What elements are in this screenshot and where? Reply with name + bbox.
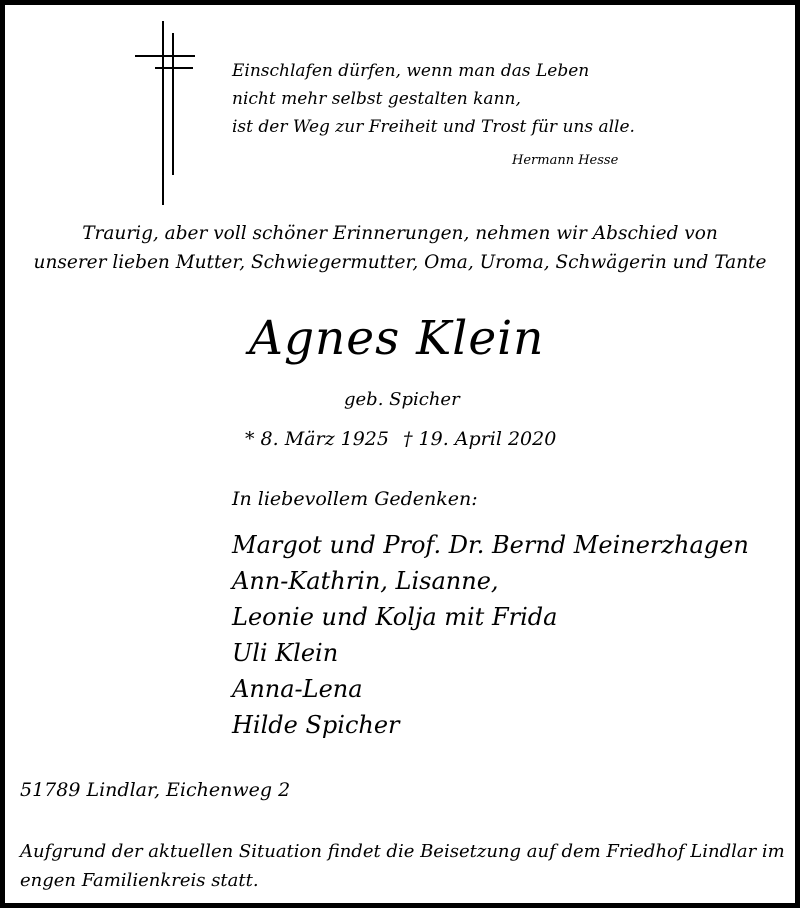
mourner-line: Ann-Kathrin, Lisanne, bbox=[232, 567, 499, 595]
quote-line-1: Einschlafen dürfen, wenn man das Leben bbox=[232, 61, 590, 81]
mourner-line: Leonie und Kolja mit Frida bbox=[232, 603, 558, 631]
birth-name: geb. Spicher bbox=[344, 389, 460, 410]
quote-line-3: ist der Weg zur Freiheit und Trost für uns alle. bbox=[232, 117, 635, 137]
notice-line-1: Aufgrund der aktuellen Situation findet die Beisetzung auf dem Friedhof Lindlar im bbox=[20, 841, 785, 862]
quote-line-2: nicht mehr selbst gestalten kann, bbox=[232, 89, 521, 109]
mourner-line: Uli Klein bbox=[232, 639, 339, 667]
death-date: † 19. April 2020 bbox=[403, 428, 557, 450]
mourner-line: Margot und Prof. Dr. Bernd Meinerzhagen bbox=[232, 531, 749, 559]
birth-date: * 8. März 1925 bbox=[245, 428, 389, 450]
mourner-line: Anna-Lena bbox=[232, 675, 363, 703]
intro-line-2: unserer lieben Mutter, Schwiegermutter, Oma, Uroma, Schwägerin und Tante bbox=[33, 252, 767, 273]
quote-author: Hermann Hesse bbox=[512, 153, 619, 168]
memorial-heading: In liebevollem Gedenken: bbox=[232, 488, 478, 510]
mourner-line: Hilde Spicher bbox=[232, 711, 400, 739]
address: 51789 Lindlar, Eichenweg 2 bbox=[20, 779, 291, 801]
cross-icon bbox=[135, 21, 195, 205]
intro-line-1: Traurig, aber voll schöner Erinnerungen, nehmen wir Abschied von bbox=[82, 223, 718, 244]
notice-line-2: engen Familienkreis statt. bbox=[20, 870, 259, 891]
deceased-name: Agnes Klein bbox=[249, 311, 545, 366]
